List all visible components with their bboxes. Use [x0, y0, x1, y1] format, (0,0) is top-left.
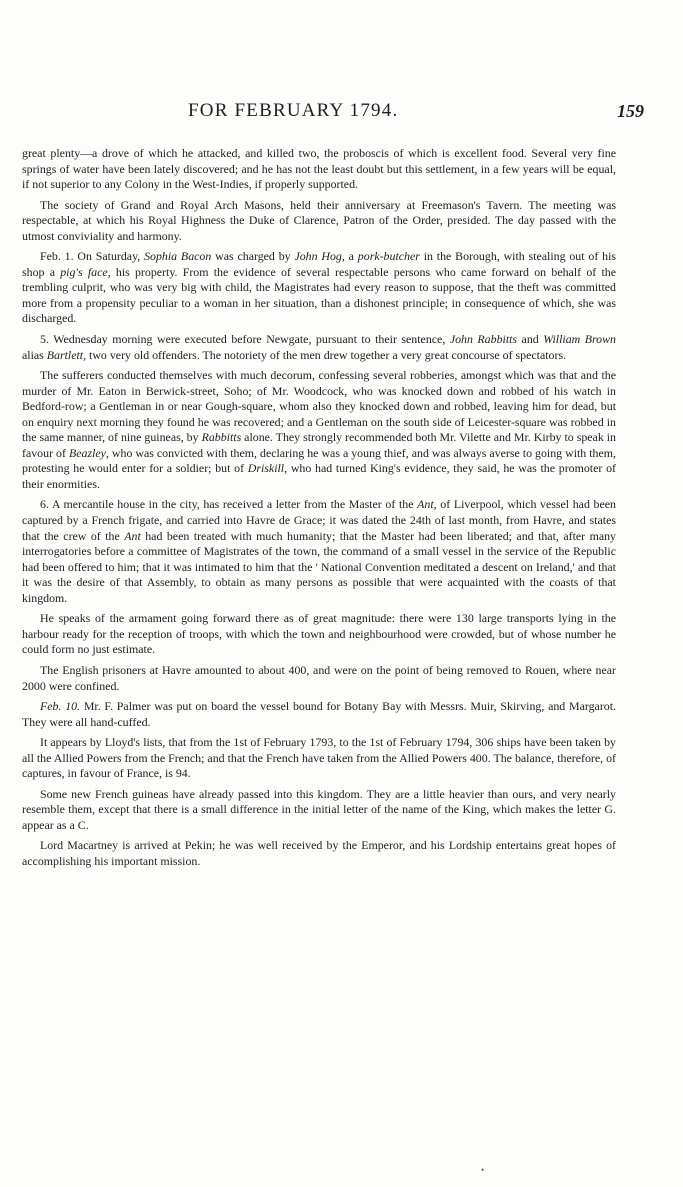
italic-date: Feb. 10. — [40, 699, 81, 714]
text-run: alone. They strongly recommended both Mr. Vilette and Mr. Kirby to speak in favour of — [22, 430, 616, 460]
text-run: , of Liverpool, which vessel had been captured by a French frigate, and carried into Havre de Grace; it was dated the 24th of last month, from Havre, and states that the crew of the — [22, 497, 616, 543]
text-run: and — [517, 332, 544, 347]
italic-name: Ant — [417, 497, 434, 512]
text-run: had been treated with much humanity; that the Master had been liberated; and that, after many interrogatories before a committee of Magistrates of the town, the command of a small vessel in the service of the Republic had been offered to him; that it was intimated to him that the ' National Convention meditated a descent on Ireland,' and that it was the desire of that Assembly, to obtain as many persons as possible that were acquainted with the coasts of that kingdom. — [22, 528, 616, 605]
page-number: 159 — [617, 101, 644, 121]
italic-name: Sophia Bacon — [144, 249, 212, 264]
paragraph-macartney: Lord Macartney is arrived at Pekin; he was well received by the Emperor, and his Lordship entertains great hopes of accomplishing his important mission. — [22, 838, 616, 868]
paragraph-feb-1 — [22, 249, 616, 327]
text-run: , his property. From the evidence of several respectable persons who came forward on behalf of the trembling culprit, who was very big with child, the Magistrates had every reason to suppose, that the theft was committed more from a propensity peculiar to a woman in her situation, than a dishonest principle; in consequence of which, she was discharged. — [22, 264, 616, 326]
paragraph-settlement: great plenty—a drove of which he attacked, and killed two, the proboscis of which is excellent food. Several very fine springs of water have been lately discovered; and he has not the least doubt but this settlement, in a few years will be equal, if not superior to any Colony in the West-Indies, if properly supported. — [22, 146, 616, 192]
paragraph-feb-10 — [22, 699, 616, 730]
italic-name: William Brown — [543, 332, 616, 347]
italic-name: John Hog — [294, 249, 342, 264]
italic-name: John Rabbitts — [449, 332, 518, 347]
paragraph-prisoners: The English prisoners at Havre amounted to about 400, and were on the point of being removed to Rouen, where near 2000 were confined. — [22, 662, 616, 693]
text-run: in the Borough, with stealing out of his shop a — [22, 249, 616, 279]
text-run: , who was convicted with them, declaring he was a young thief, and was always averse to going with them, protesting he would enter for a soldier; but of — [22, 445, 617, 476]
print-mark: • — [481, 1165, 485, 1175]
paragraph-sufferers — [22, 368, 616, 492]
paragraph-armament: He speaks of the armament going forward there as of great magnitude: there were 130 large transports lying in the harbour ready for the reception of troops, with which the town and neighbourhood were crowded, but of whose number he could form no just estimate. — [22, 611, 616, 657]
text-run: Mr. F. Palmer was put on board the vessel bound for Botany Bay with Messrs. Muir, Skirving, and Margarot. They were all hand-cuffed. — [22, 699, 617, 729]
page-header — [0, 100, 683, 126]
text-run: The sufferers conducted themselves with much decorum, confessing several robberies, amongst which was that and the murder of Mr. Eaton in Berwick-street, Soho; of Mr. Woodcock, who was knocked down and robbed of his watch in Bedford-row; a Gentleman in or near Gough-square, whom also they knocked down and robbed, leaving him for dead, but on enquiry next morning they found he was recovered; and a Gentleman on the south side of Leicester-square was robbed in the same manner, of nine guineas, by — [22, 368, 616, 445]
running-title: FOR FEBRUARY 1794. — [188, 100, 399, 121]
italic-name: pork-butcher — [357, 249, 420, 264]
text-run: alias — [22, 347, 47, 362]
italic-name: Beazley — [68, 445, 106, 460]
text-run: 5. Wednesday morning were executed before Newgate, pursuant to their sentence, — [40, 332, 450, 347]
text-run: was charged by — [211, 249, 295, 264]
paragraph-feb-6 — [22, 497, 616, 606]
text-run: Feb. 1. On Saturday, — [40, 249, 145, 264]
italic-name: Driskill — [247, 461, 285, 476]
italic-name: Bartlett — [46, 347, 84, 362]
paragraph-masons: The society of Grand and Royal Arch Masons, held their anniversary at Freemason's Tavern. The meeting was respectable, at which his Royal Highness the Duke of Clarence, Patron of the Order, presided. The day passed with the utmost conviviality and harmony. — [22, 197, 616, 243]
text-run: 6. A mercantile house in the city, has received a letter from the Master of the — [40, 497, 418, 512]
paragraph-feb-5 — [22, 332, 616, 363]
italic-name: Rabbitts — [201, 430, 242, 445]
italic-name: Ant — [124, 528, 141, 543]
article-body — [22, 146, 616, 870]
paragraph-lloyds: It appears by Lloyd's lists, that from the 1st of February 1793, to the 1st of February 1794, 306 ships have been taken by all the Allied Powers from the French; and that the French have taken from the Allied Powers 400. The balance, therefore, of captures, in favour of France, is 94. — [22, 735, 616, 781]
paragraph-guineas: Some new French guineas have already passed into this kingdom. They are a little heavier than ours, and very nearly resemble them, except that there is a small difference in the initial letter of the name of the King, which makes the letter G. appear as a C. — [22, 786, 616, 832]
text-run: , two very old offenders. The notoriety of the men drew together a very great concourse of spectators. — [83, 347, 567, 362]
text-run: , a — [341, 249, 358, 264]
text-run: , who had turned King's evidence, they said, he was the promoter of their enormities. — [22, 461, 616, 491]
italic-name: pig's face — [60, 264, 108, 279]
